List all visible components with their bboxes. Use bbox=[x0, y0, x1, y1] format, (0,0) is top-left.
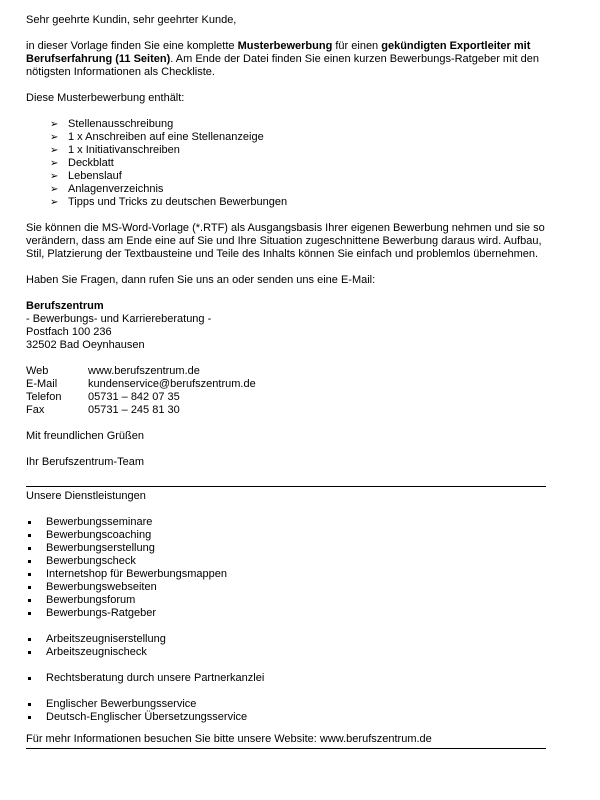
services-list-4 bbox=[26, 698, 546, 724]
contact-row-email bbox=[26, 378, 546, 391]
square-bullet-icon bbox=[28, 547, 31, 550]
document-page bbox=[26, 14, 546, 749]
list-item: Bewerbungscheck bbox=[26, 555, 546, 568]
divider-bottom bbox=[26, 748, 546, 749]
services-list-1 bbox=[26, 516, 546, 620]
services-heading: Unsere Dienstleistungen bbox=[26, 490, 146, 502]
contact-label: Fax bbox=[26, 404, 45, 416]
list-item: Rechtsberatung durch unsere Partnerkanzlei bbox=[26, 672, 546, 685]
intro-part1: in dieser Vorlage finden Sie eine komplette bbox=[26, 40, 238, 52]
list-item: Bewerbungsforum bbox=[26, 594, 546, 607]
square-bullet-icon bbox=[28, 703, 31, 706]
closing: Mit freundlichen Grüßen bbox=[26, 430, 144, 442]
intro-paragraph bbox=[26, 40, 546, 79]
contact-label: Web bbox=[26, 365, 49, 377]
intro-part2: für einen bbox=[332, 40, 382, 52]
intro-bold1: Musterbewerbung bbox=[237, 40, 333, 52]
list-item: ➢ Deckblatt bbox=[50, 157, 114, 169]
intro-part3: . Am Ende der Datei finden Sie einen kurzen Bewerbungs-Ratgeber mit den nötigsten Informationen als Checkliste. bbox=[26, 53, 539, 78]
greeting: Sehr geehrte Kundin, sehr geehrter Kunde, bbox=[26, 14, 237, 26]
contact-row-phone bbox=[26, 391, 546, 404]
contact-block bbox=[26, 365, 546, 417]
list-item: Bewerbungserstellung bbox=[26, 542, 546, 555]
contact-label: E-Mail bbox=[26, 378, 58, 390]
list-item: ➢ Anlagenverzeichnis bbox=[50, 183, 164, 195]
list-item: Internetshop für Bewerbungsmappen bbox=[26, 568, 546, 581]
services-list-2 bbox=[26, 633, 546, 659]
contents-list bbox=[26, 118, 546, 209]
contact-row-fax bbox=[26, 404, 546, 417]
list-item: ➢ Stellenausschreibung bbox=[50, 118, 174, 130]
square-bullet-icon bbox=[28, 534, 31, 537]
list-item: ➢ Tipps und Tricks zu deutschen Bewerbungen bbox=[50, 196, 288, 208]
list-item: ➢ 1 x Anschreiben auf eine Stellenanzeige bbox=[50, 131, 264, 143]
questions-paragraph: Haben Sie Fragen, dann rufen Sie uns an oder senden uns eine E-Mail: bbox=[26, 274, 376, 286]
contact-row-web bbox=[26, 365, 546, 378]
square-bullet-icon bbox=[28, 651, 31, 654]
arrow-bullet-icon: ➢ bbox=[50, 184, 59, 195]
contact-value: 05731 – 842 07 35 bbox=[88, 391, 180, 403]
arrow-bullet-icon: ➢ bbox=[50, 119, 59, 130]
list-item: Deutsch-Englischer Übersetzungsservice bbox=[26, 711, 546, 724]
list-item: Arbeitszeugniserstellung bbox=[26, 633, 546, 646]
email-link[interactable]: kundenservice@berufszentrum.de bbox=[88, 378, 256, 390]
arrow-bullet-icon: ➢ bbox=[50, 197, 59, 208]
company-subtitle: - Bewerbungs- und Karriereberatung - bbox=[26, 313, 212, 325]
list-item: Bewerbungsseminare bbox=[26, 516, 546, 529]
company-postbox: Postfach 100 236 bbox=[26, 326, 112, 338]
arrow-bullet-icon: ➢ bbox=[50, 158, 59, 169]
square-bullet-icon bbox=[28, 560, 31, 563]
signature: Ihr Berufszentrum-Team bbox=[26, 456, 144, 468]
list-item: Bewerbungs-Ratgeber bbox=[26, 607, 546, 620]
square-bullet-icon bbox=[28, 573, 31, 576]
square-bullet-icon bbox=[28, 716, 31, 719]
services-list-3 bbox=[26, 672, 546, 685]
contact-value: 05731 – 245 81 30 bbox=[88, 404, 180, 416]
square-bullet-icon bbox=[28, 638, 31, 641]
square-bullet-icon bbox=[28, 521, 31, 524]
list-item: Bewerbungswebseiten bbox=[26, 581, 546, 594]
square-bullet-icon bbox=[28, 677, 31, 680]
company-city: 32502 Bad Oeynhausen bbox=[26, 339, 145, 351]
arrow-bullet-icon: ➢ bbox=[50, 171, 59, 182]
square-bullet-icon bbox=[28, 599, 31, 602]
square-bullet-icon bbox=[28, 586, 31, 589]
usage-paragraph: Sie können die MS-Word-Vorlage (*.RTF) als Ausgangsbasis Ihrer eigenen Bewerbung nehmen und sie so verändern, dass am Ende eine auf Sie und Ihre Situation zugeschnittene Bewerbung daraus wird. Aufbau, Stil, Platzierung der Textbausteine und Teile des Inhalts können Sie einfach und problemlos übernehmen. bbox=[26, 222, 545, 260]
arrow-bullet-icon: ➢ bbox=[50, 132, 59, 143]
contents-heading: Diese Musterbewerbung enthält: bbox=[26, 92, 185, 104]
footer-text: Für mehr Informationen besuchen Sie bitte unsere Website: www.berufszentrum.de bbox=[26, 733, 432, 745]
square-bullet-icon bbox=[28, 612, 31, 615]
list-item: ➢ Lebenslauf bbox=[50, 170, 122, 182]
web-link[interactable]: www.berufszentrum.de bbox=[88, 365, 200, 377]
company-name: Berufszentrum bbox=[26, 300, 104, 312]
arrow-bullet-icon: ➢ bbox=[50, 145, 59, 156]
list-item: Englischer Bewerbungsservice bbox=[26, 698, 546, 711]
contact-label: Telefon bbox=[26, 391, 62, 403]
list-item: Arbeitszeugnischeck bbox=[26, 646, 546, 659]
list-item: ➢ 1 x Initiativanschreiben bbox=[50, 144, 180, 156]
intro-bold2: gekündigten Exportleiter mit Berufserfahrung (11 Seiten) bbox=[26, 40, 531, 65]
list-item: Bewerbungscoaching bbox=[26, 529, 546, 542]
